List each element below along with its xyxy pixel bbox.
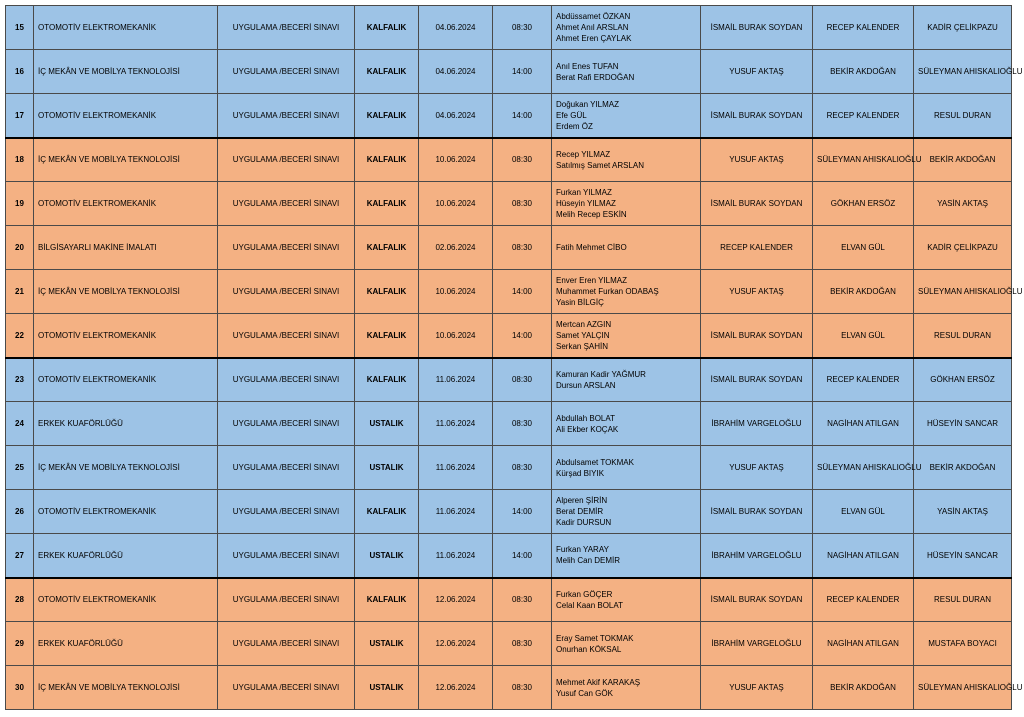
exam-time-cell: 08:30 <box>493 446 552 490</box>
exam-time-cell: 08:30 <box>493 666 552 710</box>
examiner-3-cell: MUSTAFA BOYACI <box>914 622 1012 666</box>
exam-time-cell: 08:30 <box>493 358 552 402</box>
table-row <box>6 358 1012 402</box>
student-name: Onurhan KÖKSAL <box>556 644 622 654</box>
row-number-cell: 27 <box>6 534 34 578</box>
exam-type-cell: UYGULAMA /BECERİ SINAVI <box>218 94 355 138</box>
row-number-cell: 18 <box>6 138 34 182</box>
student-name: Furkan YARAY <box>556 545 609 555</box>
examiner-2-cell: ELVAN GÜL <box>813 226 914 270</box>
student-list-cell <box>552 402 701 446</box>
field-name-cell: OTOMOTİV ELEKTROMEKANİK <box>34 94 218 138</box>
table-row <box>6 182 1012 226</box>
exam-date-cell: 04.06.2024 <box>419 6 493 50</box>
student-name: Serkan ŞAHİN <box>556 341 609 351</box>
row-number-cell: 26 <box>6 490 34 534</box>
field-name-cell: OTOMOTİV ELEKTROMEKANİK <box>34 314 218 358</box>
exam-type-cell: UYGULAMA /BECERİ SINAVI <box>218 534 355 578</box>
exam-schedule-sheet <box>5 5 1023 710</box>
student-list-cell <box>552 314 701 358</box>
exam-date-cell: 10.06.2024 <box>419 182 493 226</box>
student-name: Eray Samet TOKMAK <box>556 633 634 643</box>
student-name: Efe GÜL <box>556 110 587 120</box>
row-number-cell: 30 <box>6 666 34 710</box>
student-name: Melih Recep ESKİN <box>556 210 627 219</box>
examiner-1-cell: YUSUF AKTAŞ <box>701 666 813 710</box>
exam-level-cell: KALFALIK <box>355 314 419 358</box>
examiner-1-cell: İBRAHİM VARGELOĞLU <box>701 622 813 666</box>
field-name-cell: İÇ MEKÂN VE MOBİLYA TEKNOLOJİSİ <box>34 50 218 94</box>
exam-date-cell: 04.06.2024 <box>419 50 493 94</box>
field-name-cell: ERKEK KUAFÖRLÜĞÜ <box>34 402 218 446</box>
exam-time-cell: 08:30 <box>493 402 552 446</box>
examiner-2-cell: BEKİR AKDOĞAN <box>813 50 914 94</box>
examiner-3-cell: BEKİR AKDOĞAN <box>914 446 1012 490</box>
exam-type-cell: UYGULAMA /BECERİ SINAVI <box>218 138 355 182</box>
student-list-cell <box>552 446 701 490</box>
examiner-2-cell: RECEP KALENDER <box>813 358 914 402</box>
table-row <box>6 446 1012 490</box>
exam-type-cell: UYGULAMA /BECERİ SINAVI <box>218 226 355 270</box>
student-name: Anıl Enes TUFAN <box>556 61 619 71</box>
examiner-3-cell: HÜSEYİN SANCAR <box>914 534 1012 578</box>
examiner-2-cell: RECEP KALENDER <box>813 578 914 622</box>
exam-level-cell: USTALIK <box>355 534 419 578</box>
exam-type-cell: UYGULAMA /BECERİ SINAVI <box>218 358 355 402</box>
exam-type-cell: UYGULAMA /BECERİ SINAVI <box>218 490 355 534</box>
exam-time-cell: 08:30 <box>493 622 552 666</box>
examiner-1-cell: İBRAHİM VARGELOĞLU <box>701 402 813 446</box>
exam-time-cell: 14:00 <box>493 270 552 314</box>
student-name: Ali Ekber KOÇAK <box>556 424 619 434</box>
student-list-cell <box>552 622 701 666</box>
exam-schedule-table <box>5 5 1023 710</box>
table-row <box>6 94 1012 138</box>
exam-date-cell: 12.06.2024 <box>419 578 493 622</box>
exam-type-cell: UYGULAMA /BECERİ SINAVI <box>218 6 355 50</box>
exam-type-cell: UYGULAMA /BECERİ SINAVI <box>218 50 355 94</box>
student-list-cell <box>552 578 701 622</box>
student-list-cell <box>552 138 701 182</box>
student-list-cell <box>552 270 701 314</box>
student-name: Fatih Mehmet CİBO <box>556 243 627 252</box>
examiner-1-cell: İSMAİL BURAK SOYDAN <box>701 6 813 50</box>
student-name: Abdullah BOLAT <box>556 413 615 423</box>
examiner-3-cell: RESUL DURAN <box>914 578 1012 622</box>
student-name: Furkan YILMAZ <box>556 188 612 197</box>
student-name: Mehmet Akif KARAKAŞ <box>556 677 641 687</box>
field-name-cell: ERKEK KUAFÖRLÜĞÜ <box>34 622 218 666</box>
examiner-2-cell: SÜLEYMAN AHISKALIOĞLU <box>813 446 914 490</box>
exam-time-cell: 08:30 <box>493 6 552 50</box>
exam-level-cell: KALFALIK <box>355 182 419 226</box>
student-list-cell <box>552 94 701 138</box>
student-name: Celal Kaan BOLAT <box>556 600 623 610</box>
table-row <box>6 270 1012 314</box>
row-number-cell: 28 <box>6 578 34 622</box>
student-name: Kürşad BIYIK <box>556 468 605 478</box>
student-list-cell <box>552 490 701 534</box>
examiner-2-cell: RECEP KALENDER <box>813 6 914 50</box>
exam-date-cell: 11.06.2024 <box>419 490 493 534</box>
examiner-1-cell: RECEP KALENDER <box>701 226 813 270</box>
table-row <box>6 622 1012 666</box>
examiner-3-cell: RESUL DURAN <box>914 314 1012 358</box>
student-name: Mertcan AZGIN <box>556 319 612 329</box>
examiner-3-cell: SÜLEYMAN AHISKALIOĞLU <box>914 270 1012 314</box>
field-name-cell: OTOMOTİV ELEKTROMEKANİK <box>34 6 218 50</box>
examiner-1-cell: İSMAİL BURAK SOYDAN <box>701 314 813 358</box>
field-name-cell: İÇ MEKÂN VE MOBİLYA TEKNOLOJİSİ <box>34 446 218 490</box>
examiner-1-cell: İSMAİL BURAK SOYDAN <box>701 182 813 226</box>
examiner-3-cell: KADİR ÇELİKPAZU <box>914 6 1012 50</box>
table-body <box>6 6 1023 710</box>
row-number-cell: 21 <box>6 270 34 314</box>
exam-date-cell: 11.06.2024 <box>419 446 493 490</box>
examiner-2-cell: RECEP KALENDER <box>813 94 914 138</box>
examiner-2-cell: ELVAN GÜL <box>813 490 914 534</box>
row-number-cell: 29 <box>6 622 34 666</box>
row-number-cell: 20 <box>6 226 34 270</box>
exam-level-cell: KALFALIK <box>355 490 419 534</box>
table-row <box>6 534 1012 578</box>
exam-level-cell: USTALIK <box>355 666 419 710</box>
exam-time-cell: 14:00 <box>493 50 552 94</box>
row-number-cell: 22 <box>6 314 34 358</box>
exam-level-cell: KALFALIK <box>355 358 419 402</box>
student-name: Kamuran Kadir YAĞMUR <box>556 369 646 379</box>
field-name-cell: OTOMOTİV ELEKTROMEKANİK <box>34 490 218 534</box>
student-name: Berat DEMİR <box>556 507 604 516</box>
examiner-2-cell: GÖKHAN ERSÖZ <box>813 182 914 226</box>
table-row <box>6 490 1012 534</box>
exam-type-cell: UYGULAMA /BECERİ SINAVI <box>218 622 355 666</box>
examiner-3-cell: YASİN AKTAŞ <box>914 182 1012 226</box>
table-row <box>6 402 1012 446</box>
exam-time-cell: 08:30 <box>493 578 552 622</box>
exam-date-cell: 11.06.2024 <box>419 534 493 578</box>
exam-level-cell: USTALIK <box>355 446 419 490</box>
exam-date-cell: 10.06.2024 <box>419 138 493 182</box>
examiner-1-cell: YUSUF AKTAŞ <box>701 446 813 490</box>
field-name-cell: ERKEK KUAFÖRLÜĞÜ <box>34 534 218 578</box>
student-list-cell <box>552 226 701 270</box>
row-number-cell: 17 <box>6 94 34 138</box>
examiner-2-cell: BEKİR AKDOĞAN <box>813 666 914 710</box>
examiner-1-cell: İSMAİL BURAK SOYDAN <box>701 490 813 534</box>
exam-level-cell: KALFALIK <box>355 226 419 270</box>
examiner-2-cell: ELVAN GÜL <box>813 314 914 358</box>
examiner-1-cell: YUSUF AKTAŞ <box>701 138 813 182</box>
exam-time-cell: 14:00 <box>493 490 552 534</box>
row-number-cell: 15 <box>6 6 34 50</box>
student-list-cell <box>552 50 701 94</box>
student-name: Muhammet Furkan ODABAŞ <box>556 287 659 296</box>
table-row <box>6 138 1012 182</box>
student-name: Ahmet Anıl ARSLAN <box>556 23 629 32</box>
examiner-3-cell: SÜLEYMAN AHISKALIOĞLU <box>914 50 1012 94</box>
examiner-2-cell: BEKİR AKDOĞAN <box>813 270 914 314</box>
exam-time-cell: 14:00 <box>493 534 552 578</box>
student-name: Berat Rafi ERDOĞAN <box>556 72 635 82</box>
exam-type-cell: UYGULAMA /BECERİ SINAVI <box>218 446 355 490</box>
examiner-2-cell: NAGİHAN ATILGAN <box>813 534 914 578</box>
row-number-cell: 23 <box>6 358 34 402</box>
examiner-3-cell: KADİR ÇELİKPAZU <box>914 226 1012 270</box>
row-number-cell: 25 <box>6 446 34 490</box>
examiner-3-cell: BEKİR AKDOĞAN <box>914 138 1012 182</box>
field-name-cell: OTOMOTİV ELEKTROMEKANİK <box>34 578 218 622</box>
exam-level-cell: USTALIK <box>355 402 419 446</box>
row-number-cell: 16 <box>6 50 34 94</box>
field-name-cell: OTOMOTİV ELEKTROMEKANİK <box>34 358 218 402</box>
student-name: Enver Eren YILMAZ <box>556 276 627 285</box>
examiner-1-cell: YUSUF AKTAŞ <box>701 270 813 314</box>
student-name: Melih Can DEMİR <box>556 556 621 566</box>
student-list-cell <box>552 666 701 710</box>
examiner-1-cell: YUSUF AKTAŞ <box>701 50 813 94</box>
exam-type-cell: UYGULAMA /BECERİ SINAVI <box>218 270 355 314</box>
exam-type-cell: UYGULAMA /BECERİ SINAVI <box>218 402 355 446</box>
exam-type-cell: UYGULAMA /BECERİ SINAVI <box>218 666 355 710</box>
student-name: Abdulsamet TOKMAK <box>556 457 634 467</box>
examiner-1-cell: İBRAHİM VARGELOĞLU <box>701 534 813 578</box>
exam-time-cell: 08:30 <box>493 138 552 182</box>
student-name: Yusuf Can GÖK <box>556 688 613 698</box>
exam-date-cell: 11.06.2024 <box>419 402 493 446</box>
field-name-cell: İÇ MEKÂN VE MOBİLYA TEKNOLOJİSİ <box>34 666 218 710</box>
student-name: Erdem ÖZ <box>556 121 593 131</box>
exam-type-cell: UYGULAMA /BECERİ SINAVI <box>218 578 355 622</box>
exam-level-cell: KALFALIK <box>355 6 419 50</box>
table-row <box>6 578 1012 622</box>
exam-type-cell: UYGULAMA /BECERİ SINAVI <box>218 182 355 226</box>
exam-level-cell: KALFALIK <box>355 94 419 138</box>
student-list-cell <box>552 534 701 578</box>
examiner-3-cell: YASİN AKTAŞ <box>914 490 1012 534</box>
exam-time-cell: 14:00 <box>493 314 552 358</box>
table-row <box>6 226 1012 270</box>
examiner-1-cell: İSMAİL BURAK SOYDAN <box>701 578 813 622</box>
student-list-cell <box>552 6 701 50</box>
exam-level-cell: USTALIK <box>355 622 419 666</box>
table-row <box>6 666 1012 710</box>
exam-time-cell: 14:00 <box>493 94 552 138</box>
exam-level-cell: KALFALIK <box>355 270 419 314</box>
student-name: Ahmet Eren ÇAYLAK <box>556 34 632 43</box>
student-list-cell <box>552 182 701 226</box>
exam-type-cell: UYGULAMA /BECERİ SINAVI <box>218 314 355 358</box>
row-number-cell: 24 <box>6 402 34 446</box>
student-list-cell <box>552 358 701 402</box>
table-row <box>6 6 1012 50</box>
field-name-cell: İÇ MEKÂN VE MOBİLYA TEKNOLOJİSİ <box>34 270 218 314</box>
exam-level-cell: KALFALIK <box>355 578 419 622</box>
examiner-3-cell: RESUL DURAN <box>914 94 1012 138</box>
exam-time-cell: 08:30 <box>493 226 552 270</box>
field-name-cell: BİLGİSAYARLI MAKİNE İMALATI <box>34 226 218 270</box>
exam-date-cell: 02.06.2024 <box>419 226 493 270</box>
exam-level-cell: KALFALIK <box>355 138 419 182</box>
exam-date-cell: 12.06.2024 <box>419 666 493 710</box>
student-name: Furkan GÖÇER <box>556 589 613 599</box>
examiner-3-cell: GÖKHAN ERSÖZ <box>914 358 1012 402</box>
exam-date-cell: 10.06.2024 <box>419 314 493 358</box>
student-name: Hüseyin YILMAZ <box>556 199 616 208</box>
table-row <box>6 50 1012 94</box>
examiner-1-cell: İSMAİL BURAK SOYDAN <box>701 94 813 138</box>
exam-level-cell: KALFALIK <box>355 50 419 94</box>
examiner-1-cell: İSMAİL BURAK SOYDAN <box>701 358 813 402</box>
exam-date-cell: 12.06.2024 <box>419 622 493 666</box>
student-name: Satılmış Samet ARSLAN <box>556 160 645 170</box>
student-name: Kadir DURSUN <box>556 518 612 527</box>
student-name: Abdüssamet ÖZKAN <box>556 12 631 21</box>
student-name: Alperen ŞİRİN <box>556 496 608 505</box>
student-name: Yasin BİLGİÇ <box>556 298 604 307</box>
student-name: Dursun ARSLAN <box>556 380 616 390</box>
examiner-2-cell: NAGİHAN ATILGAN <box>813 402 914 446</box>
field-name-cell: İÇ MEKÂN VE MOBİLYA TEKNOLOJİSİ <box>34 138 218 182</box>
examiner-2-cell: NAGİHAN ATILGAN <box>813 622 914 666</box>
examiner-3-cell: SÜLEYMAN AHISKALIOĞLU <box>914 666 1012 710</box>
student-name: Recep YILMAZ <box>556 149 611 159</box>
row-number-cell: 19 <box>6 182 34 226</box>
exam-date-cell: 11.06.2024 <box>419 358 493 402</box>
exam-date-cell: 10.06.2024 <box>419 270 493 314</box>
student-name: Doğukan YILMAZ <box>556 99 619 109</box>
student-name: Samet YALÇIN <box>556 330 610 340</box>
exam-date-cell: 04.06.2024 <box>419 94 493 138</box>
exam-time-cell: 08:30 <box>493 182 552 226</box>
table-row <box>6 314 1012 358</box>
examiner-3-cell: HÜSEYİN SANCAR <box>914 402 1012 446</box>
examiner-2-cell: SÜLEYMAN AHISKALIOĞLU <box>813 138 914 182</box>
field-name-cell: OTOMOTİV ELEKTROMEKANİK <box>34 182 218 226</box>
